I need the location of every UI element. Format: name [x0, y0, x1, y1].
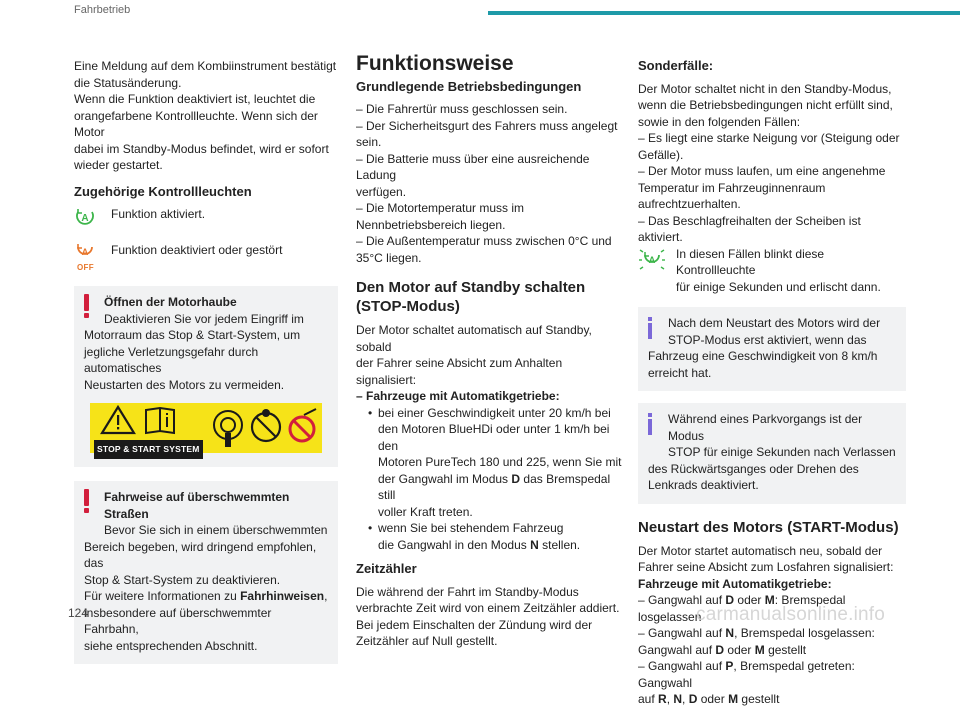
intro-line: dabei im Standby-Modus befindet, wird er sofort: [74, 141, 329, 156]
special-cases-title: Sonderfälle:: [638, 58, 714, 73]
intro-line: Eine Meldung auf dem Kombiinstrument bestätigt: [74, 59, 337, 73]
special-line: – Es liegt eine starke Neigung vor (Steigung oder: [638, 131, 900, 145]
warning-box-flooded-roads: [74, 481, 338, 664]
ref-text: ,: [324, 589, 328, 603]
text: gestellt: [738, 692, 780, 706]
special-line: sowie in den folgenden Fällen:: [638, 114, 801, 129]
condition-line: sein.: [356, 135, 382, 149]
gear-mode: D: [688, 692, 698, 706]
info-line: erreicht hat.: [648, 365, 712, 380]
warning-line: insbesondere auf überschwemmter Fahrbahn,: [84, 605, 272, 636]
timer-line: Die während der Fahrt im Standby-Modus: [356, 584, 579, 599]
svg-text:A: A: [81, 213, 89, 224]
warning-box-hood: [74, 286, 338, 467]
bullet-item: [356, 405, 622, 521]
bullet-line: [378, 537, 622, 554]
intro-line: die Statusänderung.: [74, 75, 182, 90]
lamp-inactive-text: Funktion deaktiviert oder gestört: [111, 243, 283, 257]
column-1: [74, 58, 338, 664]
auto-gearbox-label: Fahrzeuge mit Automatikgetriebe:: [638, 576, 832, 591]
info-line: Fahrzeug eine Geschwindigkeit von 8 km/h: [648, 349, 878, 363]
text: , Bremspedal losgelassen:: [734, 626, 875, 640]
bullet-line: den Motoren BlueHDi oder unter 1 km/h bei den: [378, 422, 610, 453]
info-line: STOP für einige Sekunden nach Verlassen: [668, 445, 896, 459]
info-line: Lenkrads deaktiviert.: [648, 478, 759, 492]
gear-mode: D: [725, 593, 735, 607]
restart-intro: Fahrer seine Absicht zum Losfahren signalisiert:: [638, 560, 894, 574]
info-icon: [648, 413, 653, 435]
lamps-title: Zugehörige Kontrollleuchten: [74, 183, 252, 199]
special-line: – Der Motor muss laufen, um eine angenehme: [638, 164, 886, 178]
special-line: aufrechtzuerhalten.: [638, 197, 741, 211]
warning-line: Deaktivieren Sie vor jedem Eingriff im: [104, 311, 304, 326]
gear-mode: R: [658, 692, 667, 706]
condition-line: – Die Außentemperatur muss zwischen 0°C und: [356, 234, 612, 248]
auto-gearbox-label: – Fahrzeuge mit Automatikgetriebe:: [356, 389, 560, 403]
gear-mode: M: [728, 692, 739, 706]
info-line: STOP-Modus erst aktiviert, wenn das: [668, 332, 867, 347]
watermark: carmanualsonline.info: [696, 604, 886, 625]
gear-mode: D: [715, 642, 725, 657]
intro-line: orangefarbene Kontrollleuchte. Wenn sich der Motor: [74, 108, 318, 139]
warning-line: Bereich begeben, wird dringend empfohlen, das: [84, 539, 317, 570]
blinking-lamp-row: [638, 246, 906, 296]
bullet-line: [378, 471, 622, 504]
warning-line: siehe entsprechenden Abschnitt.: [84, 638, 258, 653]
warning-line: [84, 588, 328, 605]
text: Gangwahl auf: [638, 642, 716, 657]
text: – Gangwahl auf: [638, 593, 726, 607]
intro-line: wieder gestartet.: [74, 158, 163, 172]
restart-line: [638, 625, 906, 642]
warning-line: Bevor Sie sich in einem überschwemmten: [104, 523, 328, 537]
warning-line: Stop & Start-System zu deaktivieren.: [84, 572, 281, 587]
timer-line: Bei jedem Einschalten der Zündung wird der: [356, 617, 593, 632]
gear-mode: D: [511, 471, 521, 486]
bullet-icon: •: [368, 405, 373, 420]
text: , Bremspedal getreten: Gangwahl: [638, 659, 855, 690]
ref-link[interactable]: Fahrhinweisen: [240, 589, 325, 603]
column-2: [356, 52, 622, 650]
ref-text: Für weitere Informationen zu: [84, 589, 241, 603]
auto-gearbox-text: Fahrzeuge mit Automatikgetriebe:: [366, 389, 560, 403]
page-number: 124: [68, 606, 89, 620]
special-line: – Das Beschlagfreihalten der Scheiben ist aktiviert.: [638, 213, 861, 244]
standby-title: [356, 278, 622, 316]
text: die Gangwahl in den Modus: [378, 537, 531, 552]
text: – Gangwahl auf: [638, 659, 726, 673]
gear-mode: M: [754, 642, 765, 657]
svg-text:A: A: [648, 254, 656, 265]
warning-line: Neustarten des Motors zu vermeiden.: [84, 377, 285, 392]
text: gestellt: [764, 642, 807, 657]
restart-line: [638, 691, 906, 708]
conditions-title: Grundlegende Betriebsbedingungen: [356, 78, 582, 94]
warning-title: Öffnen der Motorhaube: [104, 295, 237, 309]
info-box-parking: [638, 403, 906, 504]
warning-title: Fahrweise auf überschwemmten Straßen: [104, 490, 290, 521]
text: : Bremspedal losgelassen: [638, 593, 846, 624]
text: oder: [697, 692, 729, 706]
standby-intro: der Fahrer seine Absicht zum Anhalten signalisiert:: [356, 356, 563, 387]
special-line: Temperatur im Fahrzeuginnenraum: [638, 180, 826, 195]
blink-line: In diesen Fällen blinkt diese Kontrollleuchte: [676, 246, 825, 277]
gear-mode: P: [725, 659, 734, 673]
svg-text:A: A: [81, 247, 89, 257]
warning-icon: [84, 489, 90, 513]
bullet-line: bei einer Geschwindigkeit unter 20 km/h bei: [378, 405, 611, 420]
info-icon: [648, 317, 653, 339]
timer-line: Zeitzähler auf Null gestellt.: [356, 634, 498, 648]
special-line: Der Motor schaltet nicht in den Standby-Modus,: [638, 81, 892, 96]
restart-line: [638, 642, 906, 659]
condition-line: – Die Fahrertür muss geschlossen sein.: [356, 102, 568, 116]
info-line: des Rückwärtsganges oder Drehen des: [648, 461, 859, 476]
warning-icon: [84, 294, 90, 318]
stop-start-warning-banner: [90, 403, 322, 453]
bullet-line: Motoren PureTech 180 und 225, wenn Sie mit: [378, 455, 622, 469]
warning-line: jegliche Verletzungsgefahr durch automatisches: [84, 344, 259, 375]
condition-line: – Die Motortemperatur muss im: [356, 201, 525, 215]
info-line: Nach dem Neustart des Motors wird der: [668, 316, 881, 330]
info-box-restart: [638, 307, 906, 391]
timer-line: verbrachte Zeit wird von einem Zeitzähler addiert.: [356, 601, 620, 615]
bullet-icon: •: [368, 521, 373, 535]
lamp-active-text: Funktion aktiviert.: [111, 207, 206, 221]
section-title: Funktionsweise: [356, 52, 514, 75]
text: oder: [724, 642, 755, 657]
info-line: Während eines Parkvorgangs ist der Modus: [668, 412, 863, 443]
standby-intro: Der Motor schaltet automatisch auf Standby, sobald: [356, 323, 592, 354]
header-section-title: Fahrbetrieb: [74, 4, 131, 16]
text: auf: [638, 692, 659, 706]
gear-mode: N: [673, 692, 683, 706]
text: oder: [734, 593, 765, 607]
restart-title: Neustart des Motors (START-Modus): [638, 518, 899, 536]
special-line: Gefälle).: [638, 147, 684, 162]
lamp-inactive-row: [74, 242, 338, 272]
condition-line: – Der Sicherheitsgurt des Fahrers muss angelegt: [356, 118, 618, 133]
bullet-item: [356, 520, 622, 553]
restart-line: [638, 658, 906, 691]
standby-title-line: (STOP-Modus): [356, 298, 460, 315]
intro-line: Wenn die Funktion deaktiviert ist, leuchtet die: [74, 92, 316, 106]
condition-line: verfügen.: [356, 184, 407, 199]
header-accent-bar: [488, 11, 960, 15]
text: ,: [666, 692, 674, 706]
text: der Gangwahl im Modus: [378, 471, 512, 486]
blink-line: für einige Sekunden und erlischt dann.: [676, 279, 881, 294]
text: stellen.: [538, 537, 581, 552]
gear-mode: N: [530, 537, 539, 552]
auto-stop-green-icon: [74, 206, 102, 232]
special-line: wenn die Betriebsbedingungen nicht erfüllt sind,: [638, 98, 893, 112]
text: – Gangwahl auf: [638, 626, 726, 640]
text: das Bremspedal still: [378, 471, 611, 502]
stop-start-banner-label: STOP & START SYSTEM: [94, 440, 203, 459]
text: ,: [682, 692, 689, 706]
restart-intro: Der Motor startet automatisch neu, sobald der: [638, 543, 883, 558]
gear-mode: M: [764, 593, 775, 607]
auto-stop-blinking-icon: [638, 246, 666, 272]
timer-title: Zeitzähler: [356, 561, 417, 576]
condition-line: Nennbetriebsbereich liegen.: [356, 217, 506, 232]
standby-title-line: Den Motor auf Standby schalten: [356, 279, 586, 296]
condition-line: 35°C liegen.: [356, 250, 422, 265]
condition-line: – Die Batterie muss über eine ausreichende Ladung: [356, 151, 590, 182]
off-label: OFF: [77, 263, 94, 272]
warning-line: Motorraum das Stop & Start-System, um: [84, 328, 301, 342]
bullet-line: voller Kraft treten.: [378, 504, 473, 519]
bullet-line: wenn Sie bei stehendem Fahrzeug: [378, 521, 564, 535]
lamp-active-row: [74, 206, 338, 232]
gear-mode: N: [725, 626, 735, 640]
auto-stop-off-icon: [74, 242, 102, 272]
